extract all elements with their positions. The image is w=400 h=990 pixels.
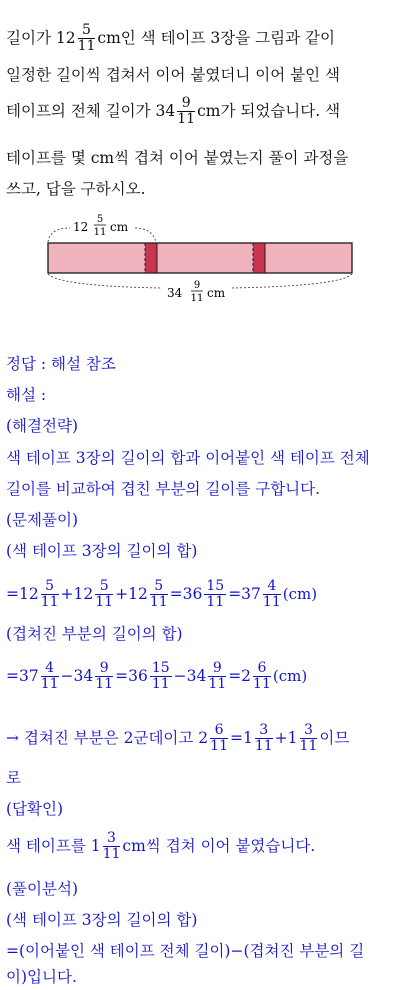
numerator: 4 <box>41 661 59 677</box>
numerator: 15 <box>206 577 225 594</box>
analysis-line-2: 이)입니다. <box>6 968 77 986</box>
numerator: 4 <box>263 579 281 595</box>
numerator: 5 <box>78 23 96 39</box>
overlap-title: (겹쳐진 부분의 길이의 합) <box>6 625 183 643</box>
strategy-line-2: 길이를 비교하여 겹친 부분의 길이를 구합니다. <box>6 480 321 498</box>
problem-line-3 <box>6 89 396 133</box>
equation-term: 색 테이프를 1 <box>6 837 101 855</box>
top-length-int: 12 <box>73 220 89 234</box>
tape-strip <box>48 243 352 273</box>
denominator: 11 <box>299 737 318 754</box>
analysis-line-1: =(이어붙인 색 테이프 전체 길이)−(겹쳐진 부분의 길 <box>6 942 365 960</box>
fraction <box>150 579 168 610</box>
unit: (cm) <box>272 667 308 685</box>
numerator: 6 <box>210 723 228 739</box>
denominator: 11 <box>206 593 225 610</box>
equation-term: −34 <box>173 667 207 685</box>
bottom-brace-right <box>232 274 352 288</box>
denominator: 11 <box>149 593 168 610</box>
equation-term: =12 <box>6 585 39 603</box>
problem-line-1 <box>6 16 396 60</box>
numerator: 3 <box>103 831 121 847</box>
overlap-region-1 <box>145 243 157 273</box>
numerator: 3 <box>300 723 318 739</box>
denominator: 11 <box>253 675 271 692</box>
fraction <box>253 661 271 692</box>
strategy-line-1: 색 테이프 3장의 길이의 합과 이어붙인 색 테이프 전체 <box>6 449 370 467</box>
top-brace-right <box>135 228 156 242</box>
problem-text: 길이가 12 <box>6 29 76 47</box>
fraction <box>208 661 226 692</box>
equation-term: =37 <box>228 585 261 603</box>
strategy-title: (해결전략) <box>6 417 78 435</box>
overlap-region-2 <box>253 243 265 273</box>
equation-term: =36 <box>169 585 203 603</box>
problem-line-2: 일정한 길이씩 겹쳐서 이어 붙였더니 이어 붙인 색 <box>6 66 340 84</box>
bottom-length-int: 34 <box>167 286 183 300</box>
problem-text: 테이프의 전체 길이가 34 <box>6 102 176 120</box>
fraction <box>204 579 226 610</box>
bottom-length-unit: cm <box>207 286 226 300</box>
denominator: 11 <box>40 675 59 692</box>
numerator: 9 <box>208 661 226 677</box>
bottom-length-den: 11 <box>190 293 204 304</box>
bottom-length-num: 9 <box>193 280 201 291</box>
equation-term: =37 <box>6 667 39 685</box>
equation-sum <box>6 572 396 616</box>
fraction <box>177 96 195 127</box>
explain-label: 해설 : <box>6 386 47 404</box>
denominator: 11 <box>95 675 114 692</box>
denominator: 11 <box>262 593 281 610</box>
equation-term: =36 <box>115 667 148 685</box>
equation-split <box>6 716 396 760</box>
fraction <box>300 723 318 754</box>
numerator: 15 <box>151 659 170 676</box>
final-answer <box>6 824 396 868</box>
check-title: (답확인) <box>6 800 64 818</box>
equation-term: +12 <box>115 585 148 603</box>
fraction <box>255 723 273 754</box>
fraction <box>41 661 59 692</box>
fraction <box>263 579 281 610</box>
equation-term: =1 <box>229 729 253 747</box>
denominator: 11 <box>151 675 170 692</box>
problem-text: cm가 되었습니다. 색 <box>197 102 341 120</box>
top-length-den: 11 <box>93 227 107 238</box>
numerator: 3 <box>255 723 273 739</box>
unit: (cm) <box>282 585 318 603</box>
equation-term: → 겹쳐진 부분은 2군데이고 2 <box>6 729 209 747</box>
fraction <box>95 579 113 610</box>
denominator: 11 <box>95 593 114 610</box>
top-length-unit: cm <box>110 220 129 234</box>
denominator: 11 <box>208 675 227 692</box>
denominator: 11 <box>254 737 273 754</box>
top-length-num: 5 <box>96 214 104 225</box>
fraction <box>210 723 228 754</box>
numerator: 5 <box>150 579 168 595</box>
tape-diagram <box>40 210 360 310</box>
equation-term: +1 <box>274 729 298 747</box>
equation-term: −34 <box>60 667 94 685</box>
equation-term: cm씩 겹쳐 이어 붙였습니다. <box>122 837 316 855</box>
numerator: 5 <box>41 579 59 595</box>
numerator: 9 <box>95 661 113 677</box>
equation-overlap <box>6 654 396 698</box>
work-title: (문제풀이) <box>6 511 78 529</box>
denominator: 11 <box>177 110 196 127</box>
analysis-subtitle: (색 테이프 3장의 길이의 합) <box>6 911 198 929</box>
equation-term: +12 <box>60 585 94 603</box>
top-brace-left <box>48 228 70 242</box>
bottom-brace-left <box>48 274 160 288</box>
denominator: 11 <box>40 593 59 610</box>
denominator: 11 <box>77 37 96 54</box>
equation-split-cont: 로 <box>6 769 21 787</box>
fraction <box>78 23 96 54</box>
sum-title: (색 테이프 3장의 길이의 합) <box>6 542 198 560</box>
denominator: 11 <box>210 737 228 754</box>
problem-line-5: 쓰고, 답을 구하시오. <box>6 180 146 198</box>
fraction <box>150 661 172 692</box>
fraction <box>103 831 121 862</box>
analysis-title: (풀이분석) <box>6 880 78 898</box>
equation-term: 이므 <box>319 729 350 747</box>
problem-text: cm인 색 테이프 3장을 그림과 같이 <box>97 29 335 47</box>
fraction <box>41 579 59 610</box>
numerator: 5 <box>95 579 113 595</box>
fraction <box>95 661 113 692</box>
answer-line: 정답 : 해설 참조 <box>6 355 116 373</box>
denominator: 11 <box>102 845 121 862</box>
numerator: 6 <box>253 661 271 677</box>
numerator: 9 <box>177 96 195 112</box>
problem-line-4: 테이프를 몇 cm씩 겹쳐 이어 붙였는지 풀이 과정을 <box>6 149 349 167</box>
equation-term: =2 <box>228 667 252 685</box>
